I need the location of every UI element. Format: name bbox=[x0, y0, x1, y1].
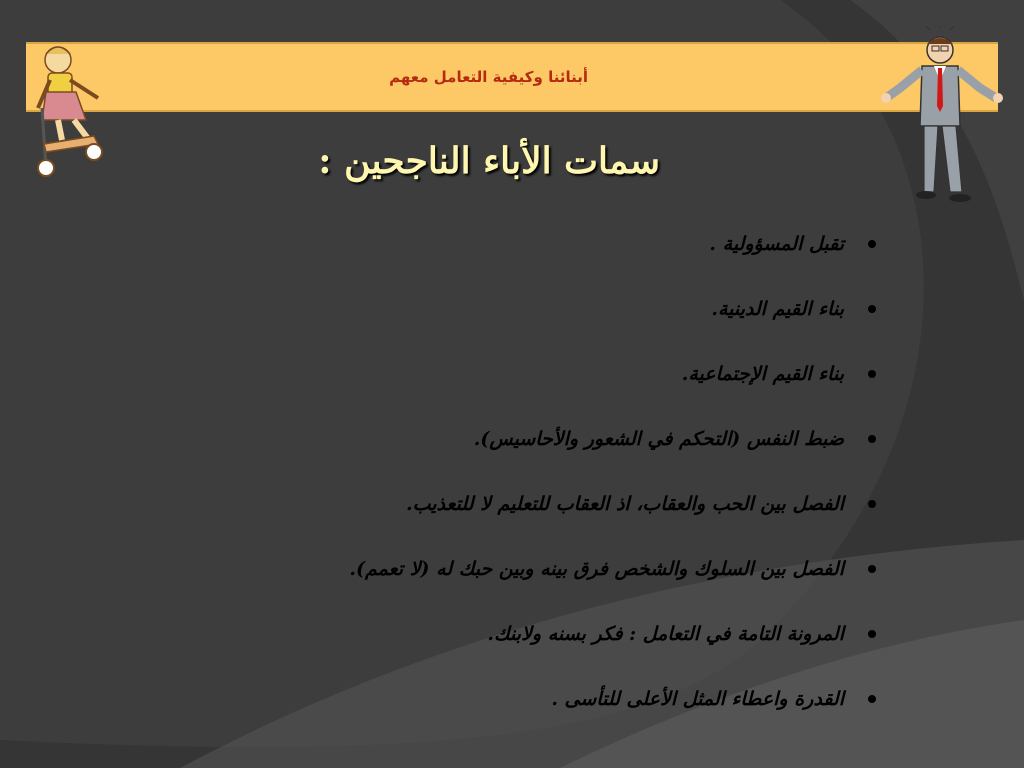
bullet-item bbox=[180, 482, 880, 547]
bullet-text: بناء القيم الإجتماعية. bbox=[681, 363, 844, 385]
header-title: أبنائنا وكيفية التعامل معهم bbox=[389, 68, 588, 86]
bullet-text: القدرة واعطاء المثل الأعلى للتأسى . bbox=[551, 688, 844, 710]
bullet-item bbox=[180, 287, 880, 352]
bullet-item bbox=[180, 612, 880, 677]
bullet-dot-icon bbox=[868, 240, 876, 248]
bullet-text: بناء القيم الدينية. bbox=[711, 298, 844, 320]
bullet-item bbox=[180, 677, 880, 742]
bullet-text: المرونة التامة في التعامل : فكر بسنه ولابنك. bbox=[487, 623, 844, 645]
slide-title: سمات الأباء الناجحين : bbox=[318, 140, 660, 182]
child-scooter-illustration bbox=[28, 40, 118, 180]
bullet-dot-icon bbox=[868, 370, 876, 378]
bullet-text: تقبل المسؤولية . bbox=[709, 233, 844, 255]
bullet-item bbox=[180, 352, 880, 417]
header-band bbox=[26, 42, 998, 112]
bullet-item bbox=[180, 222, 880, 287]
bullet-text: الفصل بين الحب والعقاب، اذ العقاب للتعليم لا للتعذيب. bbox=[405, 493, 844, 515]
bullet-text: ضبط النفس (التحكم في الشعور والأحاسيس). bbox=[473, 428, 844, 450]
bullet-dot-icon bbox=[868, 695, 876, 703]
bullet-dot-icon bbox=[868, 500, 876, 508]
bullet-item bbox=[180, 417, 880, 482]
bullet-text: الفصل بين السلوك والشخص فرق بينه وبين حبك له (لا تعمم). bbox=[349, 558, 844, 580]
bullet-dot-icon bbox=[868, 630, 876, 638]
bullet-item bbox=[180, 547, 880, 612]
bullet-dot-icon bbox=[868, 305, 876, 313]
bullet-dot-icon bbox=[868, 435, 876, 443]
bullet-dot-icon bbox=[868, 565, 876, 573]
man-shrugging-illustration bbox=[880, 26, 1010, 206]
bullet-list bbox=[180, 222, 880, 742]
